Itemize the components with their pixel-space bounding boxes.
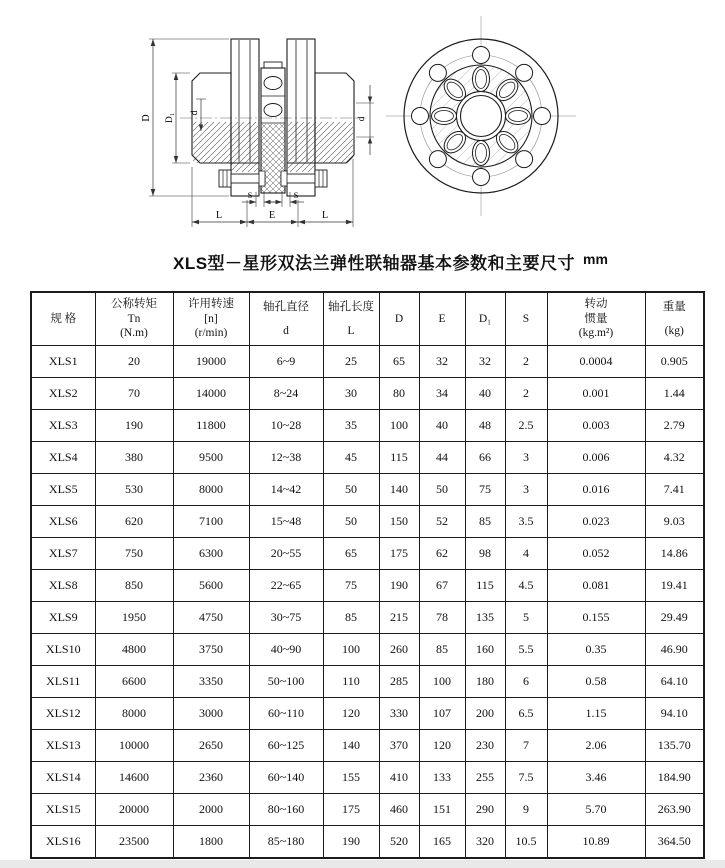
value-cell: 7.5 [505,762,547,794]
value-cell: 0.023 [547,506,645,538]
value-cell: 12~38 [249,442,323,474]
value-cell: 4.32 [645,442,704,474]
table-row [31,410,704,442]
value-cell: 3 [505,474,547,506]
value-cell: 263.90 [645,794,704,826]
value-cell: 2 [505,346,547,378]
value-cell: 85~180 [249,826,323,859]
value-cell: 10.89 [547,826,645,859]
value-cell: 530 [95,474,173,506]
col-header-bore-dia: 轴孔直径 d [249,292,323,346]
spec-cell: XLS15 [31,794,95,826]
value-cell: 30 [323,378,379,410]
value-cell: 285 [379,666,419,698]
value-cell: 19.41 [645,570,704,602]
value-cell: 85 [323,602,379,634]
value-cell: 34 [419,378,465,410]
value-cell: 175 [379,538,419,570]
value-cell: 260 [379,634,419,666]
table-row [31,634,704,666]
value-cell: 3000 [173,698,249,730]
col-header-S: S [505,292,547,346]
value-cell: 85 [465,506,505,538]
value-cell: 10.5 [505,826,547,859]
header-label: 规 格 [50,312,77,325]
value-cell: 4.5 [505,570,547,602]
dim-D1-label: D₁ [165,112,175,124]
value-cell: 8~24 [249,378,323,410]
value-cell: 1800 [173,826,249,859]
value-cell: 64.10 [645,666,704,698]
value-cell: 230 [465,730,505,762]
dim-L-left-label: L [215,210,223,221]
dim-S-right-label: S [293,190,299,200]
value-cell: 620 [95,506,173,538]
table-row [31,698,704,730]
value-cell: 2.06 [547,730,645,762]
value-cell: 30~75 [249,602,323,634]
spec-table [30,291,705,859]
value-cell: 0.001 [547,378,645,410]
value-cell: 0.081 [547,570,645,602]
value-cell: 120 [419,730,465,762]
value-cell: 4 [505,538,547,570]
value-cell: 0.052 [547,538,645,570]
value-cell: 67 [419,570,465,602]
dim-L-right-label: L [321,210,329,221]
value-cell: 320 [465,826,505,859]
value-cell: 410 [379,762,419,794]
value-cell: 3 [505,442,547,474]
spec-cell: XLS2 [31,378,95,410]
value-cell: 2650 [173,730,249,762]
value-cell: 0.155 [547,602,645,634]
value-cell: 370 [379,730,419,762]
value-cell: 290 [465,794,505,826]
value-cell: 115 [379,442,419,474]
value-cell: 5600 [173,570,249,602]
technical-drawing [0,0,725,246]
value-cell: 190 [323,826,379,859]
value-cell: 2.5 [505,410,547,442]
value-cell: 107 [419,698,465,730]
value-cell: 520 [379,826,419,859]
value-cell: 0.35 [547,634,645,666]
value-cell: 190 [379,570,419,602]
table-header [31,292,704,346]
value-cell: 10000 [95,730,173,762]
value-cell: 110 [323,666,379,698]
value-cell: 80~160 [249,794,323,826]
table-row [31,826,704,859]
value-cell: 44 [419,442,465,474]
value-cell: 5.70 [547,794,645,826]
value-cell: 7.41 [645,474,704,506]
value-cell: 255 [465,762,505,794]
table-row [31,794,704,826]
value-cell: 115 [465,570,505,602]
value-cell: 850 [95,570,173,602]
value-cell: 80 [379,378,419,410]
dim-d-right-label: d [357,116,367,122]
value-cell: 2 [505,378,547,410]
value-cell: 1.44 [645,378,704,410]
value-cell: 6~9 [249,346,323,378]
value-cell: 45 [323,442,379,474]
value-cell: 32 [465,346,505,378]
table-row [31,602,704,634]
value-cell: 14.86 [645,538,704,570]
value-cell: 48 [465,410,505,442]
value-cell: 200 [465,698,505,730]
spec-cell: XLS13 [31,730,95,762]
table-row [31,570,704,602]
value-cell: 40 [419,410,465,442]
value-cell: 0.006 [547,442,645,474]
value-cell: 66 [465,442,505,474]
col-header-spec [31,292,95,346]
col-header-weight: 重量 (kg) [645,292,704,346]
value-cell: 3.5 [505,506,547,538]
value-cell: 100 [323,634,379,666]
table-row [31,378,704,410]
value-cell: 0.905 [645,346,704,378]
col-header-D1: D₁ [465,292,505,346]
value-cell: 14600 [95,762,173,794]
spec-cell: XLS1 [31,346,95,378]
spec-cell: XLS14 [31,762,95,794]
value-cell: 4800 [95,634,173,666]
value-cell: 150 [379,506,419,538]
spec-cell: XLS3 [31,410,95,442]
value-cell: 380 [95,442,173,474]
value-cell: 0.0004 [547,346,645,378]
value-cell: 25 [323,346,379,378]
value-cell: 140 [323,730,379,762]
value-cell: 5 [505,602,547,634]
value-cell: 20~55 [249,538,323,570]
value-cell: 29.49 [645,602,704,634]
value-cell: 5.5 [505,634,547,666]
value-cell: 135 [465,602,505,634]
value-cell: 75 [323,570,379,602]
value-cell: 6.5 [505,698,547,730]
value-cell: 0.58 [547,666,645,698]
page-title: XLS型－星形双法兰弹性联轴器基本参数和主要尺寸 [173,254,576,273]
spec-cell: XLS4 [31,442,95,474]
table-row [31,666,704,698]
value-cell: 180 [465,666,505,698]
value-cell: 3.46 [547,762,645,794]
value-cell: 7 [505,730,547,762]
value-cell: 9 [505,794,547,826]
value-cell: 60~125 [249,730,323,762]
value-cell: 175 [323,794,379,826]
value-cell: 0.003 [547,410,645,442]
front-flange-view [386,16,576,216]
col-header-inertia: 转动 惯量 (kg.m²) [547,292,645,346]
value-cell: 100 [419,666,465,698]
page-bottom-strip [0,860,725,868]
value-cell: 46.90 [645,634,704,666]
value-cell: 50 [323,506,379,538]
value-cell: 1950 [95,602,173,634]
dim-E-label: E [268,210,276,221]
value-cell: 2.79 [645,410,704,442]
spec-cell: XLS6 [31,506,95,538]
value-cell: 50 [419,474,465,506]
col-header-bore-len: 轴孔长度 L [323,292,379,346]
value-cell: 8000 [173,474,249,506]
value-cell: 60~110 [249,698,323,730]
value-cell: 35 [323,410,379,442]
value-cell: 10~28 [249,410,323,442]
value-cell: 65 [379,346,419,378]
value-cell: 6 [505,666,547,698]
unit-label: mm [583,251,608,267]
value-cell: 2360 [173,762,249,794]
value-cell: 4750 [173,602,249,634]
spec-cell: XLS10 [31,634,95,666]
dim-S-left-label: S [247,190,253,200]
value-cell: 32 [419,346,465,378]
value-cell: 140 [379,474,419,506]
value-cell: 20000 [95,794,173,826]
table-row [31,730,704,762]
value-cell: 52 [419,506,465,538]
value-cell: 133 [419,762,465,794]
spec-cell: XLS16 [31,826,95,859]
value-cell: 120 [323,698,379,730]
value-cell: 40 [465,378,505,410]
value-cell: 50~100 [249,666,323,698]
value-cell: 11800 [173,410,249,442]
col-header-torque: 公称转矩 Tn (N.m) [95,292,173,346]
value-cell: 135.70 [645,730,704,762]
value-cell: 14~42 [249,474,323,506]
value-cell: 98 [465,538,505,570]
value-cell: 160 [465,634,505,666]
value-cell: 75 [465,474,505,506]
value-cell: 1.15 [547,698,645,730]
value-cell: 100 [379,410,419,442]
table-row [31,506,704,538]
value-cell: 184.90 [645,762,704,794]
value-cell: 60~140 [249,762,323,794]
value-cell: 78 [419,602,465,634]
value-cell: 8000 [95,698,173,730]
value-cell: 3350 [173,666,249,698]
value-cell: 330 [379,698,419,730]
spec-cell: XLS8 [31,570,95,602]
spec-cell: XLS9 [31,602,95,634]
dim-D-label: D [141,114,152,122]
value-cell: 190 [95,410,173,442]
value-cell: 151 [419,794,465,826]
value-cell: 6600 [95,666,173,698]
value-cell: 165 [419,826,465,859]
value-cell: 19000 [173,346,249,378]
col-header-E: E [419,292,465,346]
value-cell: 3750 [173,634,249,666]
value-cell: 70 [95,378,173,410]
value-cell: 155 [323,762,379,794]
value-cell: 9500 [173,442,249,474]
value-cell: 6300 [173,538,249,570]
table-row [31,762,704,794]
table-row [31,538,704,570]
side-section-view [141,39,374,227]
value-cell: 23500 [95,826,173,859]
value-cell: 40~90 [249,634,323,666]
value-cell: 50 [323,474,379,506]
table-row [31,474,704,506]
value-cell: 62 [419,538,465,570]
value-cell: 94.10 [645,698,704,730]
value-cell: 14000 [173,378,249,410]
spec-cell: XLS7 [31,538,95,570]
value-cell: 460 [379,794,419,826]
value-cell: 15~48 [249,506,323,538]
value-cell: 20 [95,346,173,378]
value-cell: 85 [419,634,465,666]
spec-cell: XLS5 [31,474,95,506]
spec-cell: XLS11 [31,666,95,698]
table-row [31,346,704,378]
col-header-speed: 许用转速 [n] (r/min) [173,292,249,346]
value-cell: 750 [95,538,173,570]
value-cell: 7100 [173,506,249,538]
col-header-D: D [379,292,419,346]
value-cell: 2000 [173,794,249,826]
value-cell: 22~65 [249,570,323,602]
value-cell: 215 [379,602,419,634]
value-cell: 9.03 [645,506,704,538]
value-cell: 0.016 [547,474,645,506]
spec-cell: XLS12 [31,698,95,730]
table-row [31,442,704,474]
value-cell: 65 [323,538,379,570]
table-body [31,346,704,859]
value-cell: 364.50 [645,826,704,859]
dim-d-left-label: d [190,110,200,116]
title-row [0,249,725,271]
